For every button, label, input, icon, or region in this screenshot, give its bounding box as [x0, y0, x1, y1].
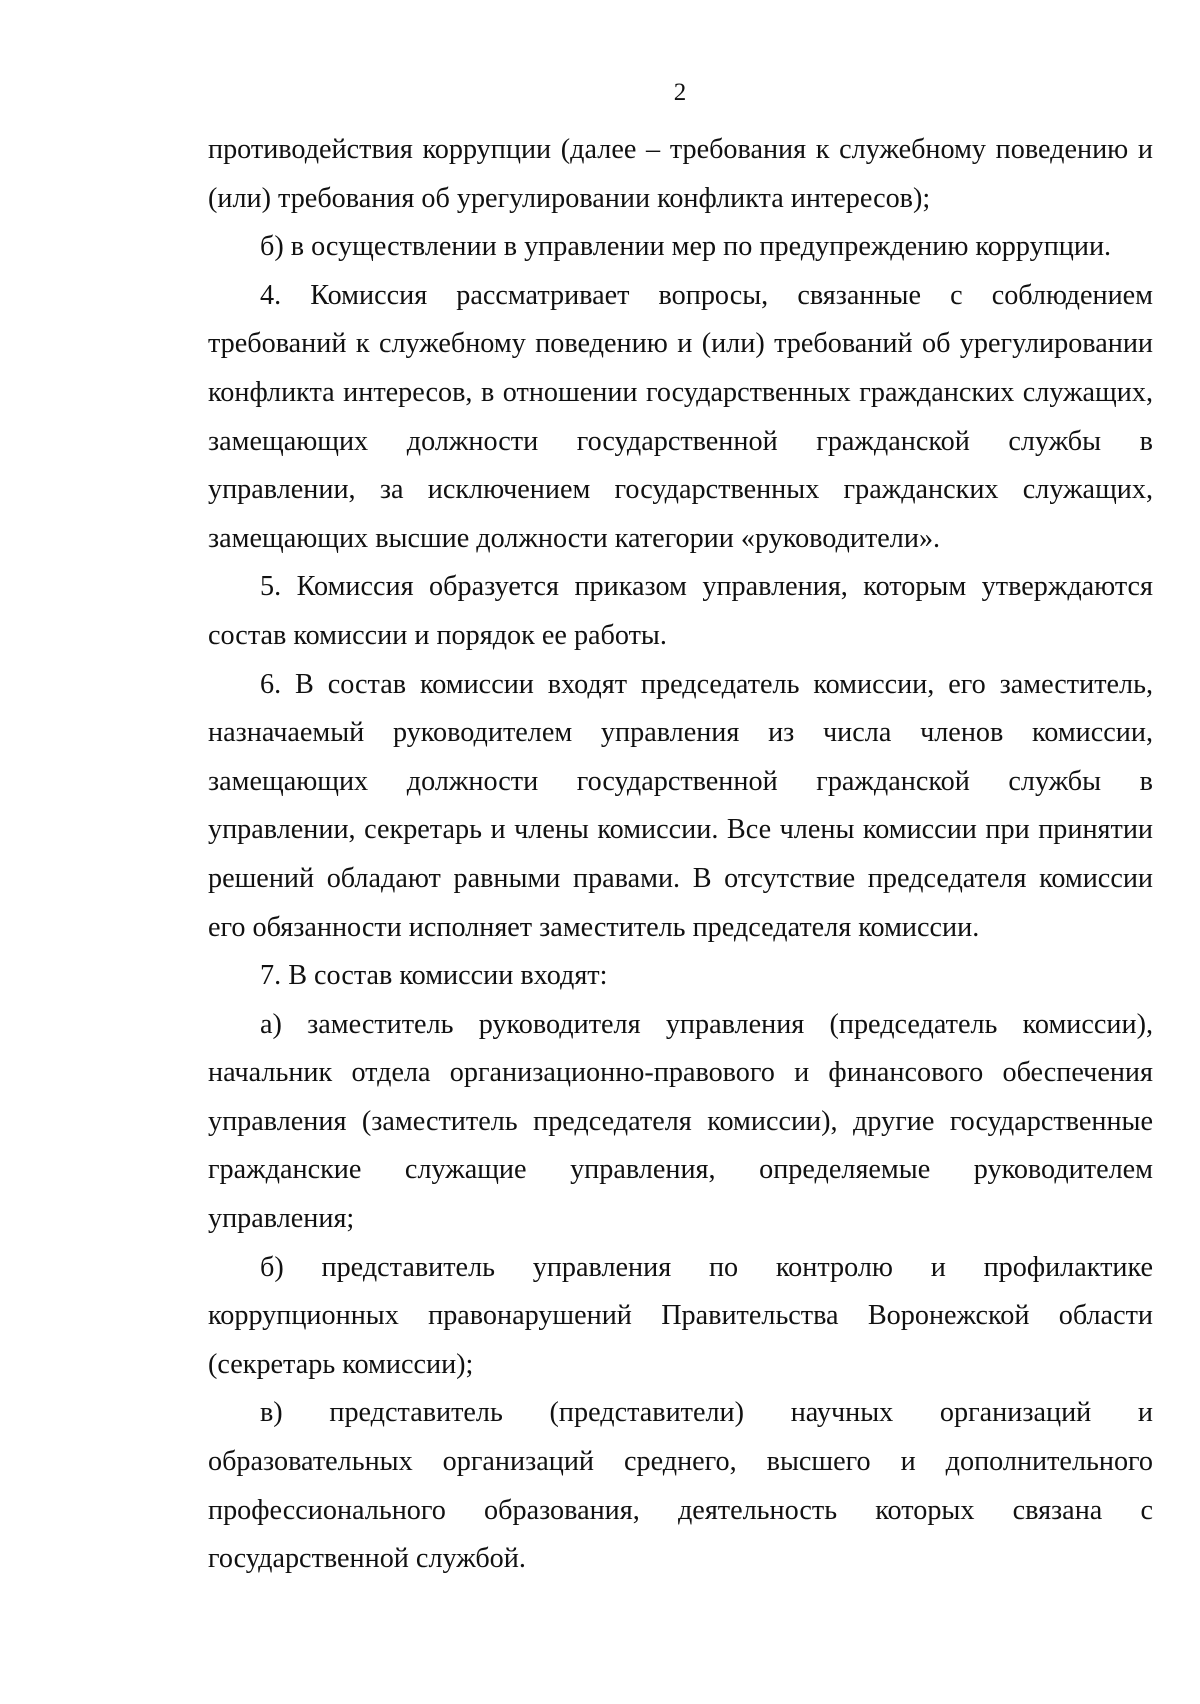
text-line: (или) требования об урегулировании конфликта интересов); — [208, 182, 931, 214]
text-line: профессионального образования, деятельность которых связана с — [208, 1494, 1153, 1526]
paragraph-5 — [208, 563, 1153, 660]
text-line: противодействия коррупции (далее – требования к служебному поведению и — [208, 134, 1153, 165]
text-line: 6. В состав комиссии входят председатель комиссии, его заместитель, — [260, 668, 1153, 700]
paragraph-7a — [208, 1001, 1153, 1244]
text-line: управления (заместитель председателя комиссии), другие государственные — [208, 1105, 1153, 1137]
text-line: назначаемый руководителем управления из числа членов комиссии, — [208, 717, 1153, 749]
text-line: образовательных организаций среднего, высшего и дополнительного — [208, 1446, 1153, 1478]
text-line: замещающих должности государственной гражданской службы в — [208, 765, 1153, 797]
paragraph-4 — [208, 272, 1153, 564]
paragraph-6 — [208, 661, 1153, 953]
paragraph-item-b — [208, 223, 1153, 272]
paragraph-7 — [208, 952, 1153, 1001]
text-line: б) в осуществлении в управлении мер по предупреждению коррупции. — [260, 231, 1112, 263]
text-line: а) заместитель руководителя управления (председатель комиссии), — [260, 1008, 1153, 1040]
text-line: требований к служебному поведению и (или) требований об урегулировании — [208, 328, 1153, 360]
text-line: замещающих должности государственной гражданской службы в — [208, 425, 1153, 457]
paragraph-continuation — [208, 126, 1153, 223]
document-body — [208, 126, 1153, 1584]
text-line: замещающих высшие должности категории «руководители». — [208, 522, 941, 554]
text-line: коррупционных правонарушений Правительства Воронежской области — [208, 1300, 1153, 1332]
page-number: 2 — [673, 79, 687, 106]
text-line: 5. Комиссия образуется приказом управления, которым утверждаются — [260, 571, 1153, 603]
text-line: в) представитель (представители) научных организаций и — [260, 1397, 1153, 1429]
text-line: его обязанности исполняет заместитель председателя комиссии. — [208, 911, 980, 943]
text-line: гражданские служащие управления, определяемые руководителем — [208, 1154, 1153, 1186]
text-line: (секретарь комиссии); — [208, 1348, 474, 1380]
text-line: начальник отдела организационно-правового и финансового обеспечения — [208, 1057, 1153, 1089]
text-line: 4. Комиссия рассматривает вопросы, связанные с соблюдением — [260, 279, 1153, 311]
text-line: государственной службой. — [208, 1543, 526, 1575]
paragraph-7b — [208, 1244, 1153, 1390]
text-line: конфликта интересов, в отношении государственных гражданских служащих, — [208, 376, 1153, 408]
text-line: решений обладают равными правами. В отсутствие председателя комиссии — [208, 862, 1153, 894]
text-line: управлении, за исключением государственных гражданских служащих, — [208, 474, 1153, 506]
paragraph-7v — [208, 1389, 1153, 1583]
text-line: управлении, секретарь и члены комиссии. Все члены комиссии при принятии — [208, 814, 1153, 846]
text-line: состав комиссии и порядок ее работы. — [208, 619, 667, 651]
text-line: управления; — [208, 1203, 355, 1235]
text-line: 7. В состав комиссии входят: — [260, 960, 608, 992]
text-line: б) представитель управления по контролю и профилактике — [260, 1251, 1153, 1283]
